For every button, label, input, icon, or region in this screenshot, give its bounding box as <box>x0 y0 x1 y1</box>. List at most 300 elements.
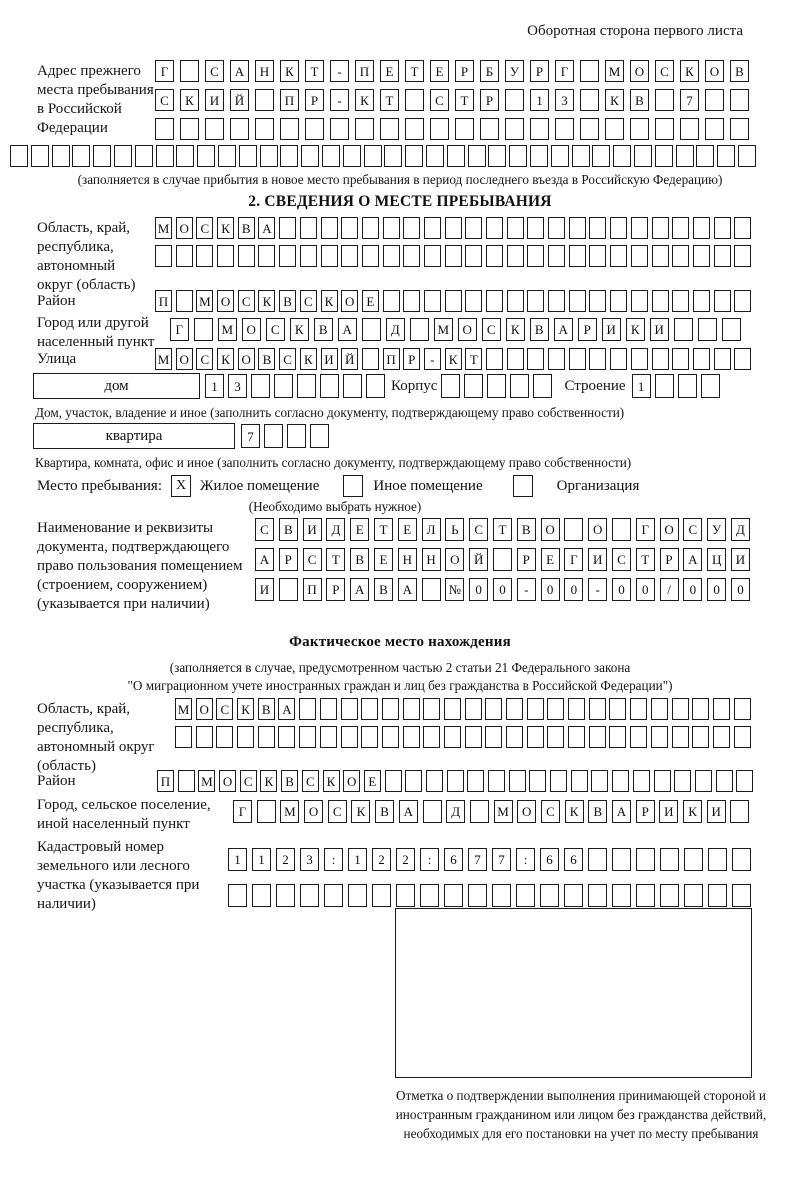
form-cell[interactable] <box>589 348 606 370</box>
form-cell[interactable]: К <box>680 60 699 82</box>
form-cell[interactable] <box>468 145 486 167</box>
form-cell[interactable]: Е <box>362 290 379 312</box>
form-cell[interactable] <box>555 118 574 140</box>
form-cell[interactable]: В <box>279 290 296 312</box>
form-cell[interactable] <box>486 245 503 267</box>
form-cell[interactable] <box>255 89 274 111</box>
form-cell[interactable] <box>280 118 299 140</box>
form-cell[interactable] <box>507 290 524 312</box>
form-cell[interactable]: Ь <box>445 518 464 541</box>
form-cell[interactable] <box>714 290 731 312</box>
form-cell[interactable] <box>580 118 599 140</box>
form-cell[interactable]: 2 <box>396 848 415 871</box>
form-cell[interactable]: Д <box>386 318 405 341</box>
form-cell[interactable] <box>237 726 254 748</box>
form-cell[interactable] <box>444 726 461 748</box>
form-cell[interactable] <box>589 290 606 312</box>
form-cell[interactable] <box>672 348 689 370</box>
form-cell[interactable] <box>341 245 358 267</box>
form-cell[interactable]: Р <box>326 578 345 601</box>
form-cell[interactable]: 6 <box>540 848 559 871</box>
form-cell[interactable] <box>424 245 441 267</box>
form-cell[interactable] <box>633 770 650 792</box>
form-cell[interactable] <box>505 118 524 140</box>
form-cell[interactable]: К <box>321 290 338 312</box>
form-cell[interactable] <box>301 145 319 167</box>
form-cell[interactable] <box>506 698 523 720</box>
form-cell[interactable] <box>548 348 565 370</box>
form-cell[interactable] <box>610 348 627 370</box>
form-cell[interactable] <box>384 145 402 167</box>
form-cell[interactable] <box>568 698 585 720</box>
form-cell[interactable] <box>730 89 749 111</box>
form-cell[interactable]: - <box>517 578 536 601</box>
form-cell[interactable]: С <box>240 770 257 792</box>
form-cell[interactable] <box>405 145 423 167</box>
form-cell[interactable]: О <box>630 60 649 82</box>
form-cell[interactable]: О <box>219 770 236 792</box>
form-cell[interactable] <box>382 726 399 748</box>
form-cell[interactable]: О <box>238 348 255 370</box>
form-cell[interactable] <box>652 217 669 239</box>
form-cell[interactable]: С <box>541 800 560 823</box>
form-cell[interactable]: Т <box>374 518 393 541</box>
form-cell[interactable] <box>361 726 378 748</box>
form-cell[interactable] <box>684 848 703 871</box>
form-cell[interactable]: Т <box>326 548 345 571</box>
form-cell[interactable] <box>468 884 487 907</box>
form-cell[interactable] <box>732 848 751 871</box>
form-cell[interactable]: - <box>424 348 441 370</box>
form-cell[interactable] <box>708 848 727 871</box>
form-cell[interactable]: Й <box>469 548 488 571</box>
form-cell[interactable] <box>693 217 710 239</box>
form-cell[interactable] <box>530 145 548 167</box>
form-cell[interactable] <box>734 348 751 370</box>
form-cell[interactable]: С <box>482 318 501 341</box>
form-cell[interactable]: В <box>630 89 649 111</box>
form-cell[interactable] <box>178 770 195 792</box>
form-cell[interactable] <box>31 145 49 167</box>
form-cell[interactable]: П <box>383 348 400 370</box>
form-cell[interactable]: К <box>280 60 299 82</box>
form-cell[interactable]: И <box>731 548 750 571</box>
form-cell[interactable] <box>652 245 669 267</box>
form-cell[interactable] <box>509 145 527 167</box>
form-cell[interactable]: А <box>612 800 631 823</box>
form-cell[interactable] <box>660 848 679 871</box>
form-cell[interactable] <box>455 118 474 140</box>
form-cell[interactable]: Л <box>422 518 441 541</box>
form-cell[interactable]: Т <box>380 89 399 111</box>
form-cell[interactable]: 3 <box>555 89 574 111</box>
form-cell[interactable] <box>693 290 710 312</box>
form-cell[interactable]: С <box>655 60 674 82</box>
form-cell[interactable] <box>713 698 730 720</box>
form-cell[interactable] <box>396 884 415 907</box>
form-cell[interactable]: А <box>230 60 249 82</box>
form-cell[interactable]: Д <box>326 518 345 541</box>
form-cell[interactable] <box>348 884 367 907</box>
form-cell[interactable]: О <box>217 290 234 312</box>
form-cell[interactable] <box>464 374 483 398</box>
form-cell[interactable] <box>610 245 627 267</box>
form-cell[interactable]: А <box>683 548 702 571</box>
form-cell[interactable]: П <box>303 578 322 601</box>
form-cell[interactable]: О <box>705 60 724 82</box>
form-cell[interactable]: Г <box>170 318 189 341</box>
form-cell[interactable] <box>516 884 535 907</box>
form-cell[interactable] <box>322 145 340 167</box>
form-cell[interactable]: А <box>399 800 418 823</box>
form-cell[interactable] <box>196 245 213 267</box>
form-cell[interactable]: У <box>505 60 524 82</box>
form-cell[interactable]: В <box>588 800 607 823</box>
form-cell[interactable] <box>716 770 733 792</box>
form-cell[interactable] <box>274 374 293 398</box>
form-cell[interactable] <box>527 348 544 370</box>
form-cell[interactable] <box>651 698 668 720</box>
form-cell[interactable] <box>258 726 275 748</box>
form-cell[interactable]: О <box>242 318 261 341</box>
form-cell[interactable] <box>609 698 626 720</box>
form-cell[interactable]: В <box>238 217 255 239</box>
form-cell[interactable]: : <box>516 848 535 871</box>
form-cell[interactable] <box>93 145 111 167</box>
form-cell[interactable]: Т <box>455 89 474 111</box>
form-cell[interactable] <box>405 89 424 111</box>
form-cell[interactable]: - <box>588 578 607 601</box>
form-cell[interactable]: М <box>196 290 213 312</box>
form-cell[interactable] <box>693 348 710 370</box>
form-cell[interactable]: Т <box>493 518 512 541</box>
form-cell[interactable]: Р <box>660 548 679 571</box>
form-cell[interactable]: К <box>180 89 199 111</box>
form-cell[interactable] <box>672 698 689 720</box>
form-cell[interactable] <box>355 118 374 140</box>
form-cell[interactable] <box>310 424 329 448</box>
form-cell[interactable] <box>217 245 234 267</box>
form-cell[interactable] <box>488 145 506 167</box>
form-cell[interactable] <box>548 245 565 267</box>
form-cell[interactable]: В <box>350 548 369 571</box>
form-cell[interactable] <box>465 290 482 312</box>
form-cell[interactable] <box>403 217 420 239</box>
form-cell[interactable] <box>444 698 461 720</box>
form-cell[interactable]: Т <box>405 60 424 82</box>
form-cell[interactable] <box>320 698 337 720</box>
form-cell[interactable] <box>636 884 655 907</box>
form-cell[interactable]: В <box>374 578 393 601</box>
form-cell[interactable]: К <box>300 348 317 370</box>
form-cell[interactable] <box>297 374 316 398</box>
form-cell[interactable]: Р <box>578 318 597 341</box>
form-cell[interactable] <box>732 884 751 907</box>
form-cell[interactable] <box>403 698 420 720</box>
form-cell[interactable] <box>251 374 270 398</box>
form-cell[interactable] <box>372 884 391 907</box>
form-cell[interactable] <box>276 884 295 907</box>
form-cell[interactable] <box>672 290 689 312</box>
form-cell[interactable] <box>630 698 647 720</box>
form-cell[interactable] <box>734 217 751 239</box>
form-cell[interactable] <box>10 145 28 167</box>
form-cell[interactable]: К <box>217 217 234 239</box>
form-cell[interactable] <box>527 698 544 720</box>
form-cell[interactable]: И <box>602 318 621 341</box>
form-cell[interactable] <box>383 217 400 239</box>
form-cell[interactable] <box>654 770 671 792</box>
form-cell[interactable] <box>651 726 668 748</box>
form-cell[interactable]: О <box>304 800 323 823</box>
form-cell[interactable] <box>114 145 132 167</box>
form-cell[interactable] <box>505 89 524 111</box>
form-cell[interactable]: К <box>445 348 462 370</box>
form-cell[interactable] <box>324 884 343 907</box>
form-cell[interactable] <box>257 800 276 823</box>
form-cell[interactable] <box>696 145 714 167</box>
form-cell[interactable]: 6 <box>444 848 463 871</box>
form-cell[interactable] <box>551 145 569 167</box>
form-cell[interactable]: 1 <box>228 848 247 871</box>
form-cell[interactable] <box>341 217 358 239</box>
form-cell[interactable]: С <box>155 89 174 111</box>
form-cell[interactable]: С <box>196 348 213 370</box>
form-cell[interactable]: П <box>157 770 174 792</box>
form-cell[interactable]: 7 <box>241 424 260 448</box>
form-cell[interactable] <box>580 89 599 111</box>
form-cell[interactable]: Й <box>230 89 249 111</box>
form-cell[interactable] <box>403 290 420 312</box>
form-cell[interactable] <box>341 698 358 720</box>
form-cell[interactable]: А <box>278 698 295 720</box>
form-cell[interactable]: 2 <box>276 848 295 871</box>
form-cell[interactable]: Р <box>455 60 474 82</box>
form-cell[interactable]: К <box>237 698 254 720</box>
form-cell[interactable]: И <box>650 318 669 341</box>
form-cell[interactable]: А <box>350 578 369 601</box>
form-cell[interactable] <box>655 118 674 140</box>
form-cell[interactable] <box>361 698 378 720</box>
form-cell[interactable] <box>176 290 193 312</box>
form-cell[interactable] <box>255 118 274 140</box>
form-cell[interactable] <box>321 217 338 239</box>
form-cell[interactable]: В <box>314 318 333 341</box>
form-cell[interactable]: Е <box>364 770 381 792</box>
form-cell[interactable] <box>465 698 482 720</box>
form-cell[interactable]: С <box>216 698 233 720</box>
form-cell[interactable] <box>630 118 649 140</box>
form-cell[interactable]: И <box>321 348 338 370</box>
form-cell[interactable]: № <box>445 578 464 601</box>
form-cell[interactable] <box>196 726 213 748</box>
form-cell[interactable]: К <box>565 800 584 823</box>
form-cell[interactable]: В <box>258 348 275 370</box>
form-cell[interactable] <box>730 118 749 140</box>
form-cell[interactable] <box>230 118 249 140</box>
form-cell[interactable]: : <box>420 848 439 871</box>
form-cell[interactable]: С <box>303 548 322 571</box>
form-cell[interactable]: Д <box>731 518 750 541</box>
form-cell[interactable] <box>445 245 462 267</box>
form-cell[interactable]: А <box>255 548 274 571</box>
form-cell[interactable] <box>738 145 756 167</box>
form-cell[interactable] <box>612 884 631 907</box>
form-cell[interactable] <box>701 374 720 398</box>
form-cell[interactable] <box>426 145 444 167</box>
form-cell[interactable]: Д <box>446 800 465 823</box>
form-cell[interactable] <box>155 118 174 140</box>
form-cell[interactable] <box>485 726 502 748</box>
form-cell[interactable] <box>410 318 429 341</box>
form-cell[interactable] <box>736 770 753 792</box>
form-cell[interactable]: И <box>303 518 322 541</box>
form-cell[interactable]: Е <box>380 60 399 82</box>
form-cell[interactable]: К <box>605 89 624 111</box>
form-cell[interactable]: Й <box>341 348 358 370</box>
form-cell[interactable]: П <box>280 89 299 111</box>
form-cell[interactable] <box>447 145 465 167</box>
form-cell[interactable]: И <box>255 578 274 601</box>
form-cell[interactable] <box>507 245 524 267</box>
form-cell[interactable] <box>693 245 710 267</box>
form-cell[interactable]: Е <box>398 518 417 541</box>
form-cell[interactable]: С <box>328 800 347 823</box>
form-cell[interactable] <box>660 884 679 907</box>
form-cell[interactable]: О <box>660 518 679 541</box>
form-cell[interactable] <box>299 698 316 720</box>
form-cell[interactable]: К <box>290 318 309 341</box>
form-cell[interactable]: 3 <box>228 374 247 398</box>
form-cell[interactable] <box>424 290 441 312</box>
form-cell[interactable]: К <box>355 89 374 111</box>
form-cell[interactable]: И <box>707 800 726 823</box>
form-cell[interactable] <box>507 348 524 370</box>
form-cell[interactable] <box>734 698 751 720</box>
form-cell[interactable] <box>362 217 379 239</box>
form-cell[interactable] <box>343 374 362 398</box>
form-cell[interactable] <box>205 118 224 140</box>
form-cell[interactable]: А <box>258 217 275 239</box>
form-cell[interactable]: В <box>258 698 275 720</box>
form-cell[interactable] <box>492 884 511 907</box>
form-cell[interactable] <box>705 89 724 111</box>
form-cell[interactable] <box>655 145 673 167</box>
form-cell[interactable] <box>564 518 583 541</box>
dom-box[interactable]: дом <box>33 373 200 399</box>
form-cell[interactable] <box>529 770 546 792</box>
form-cell[interactable] <box>652 348 669 370</box>
form-cell[interactable] <box>705 118 724 140</box>
form-cell[interactable] <box>364 145 382 167</box>
form-cell[interactable] <box>486 348 503 370</box>
form-cell[interactable] <box>465 726 482 748</box>
form-cell[interactable] <box>52 145 70 167</box>
form-cell[interactable] <box>672 217 689 239</box>
form-cell[interactable] <box>678 374 697 398</box>
form-cell[interactable] <box>380 118 399 140</box>
form-cell[interactable] <box>218 145 236 167</box>
form-cell[interactable] <box>239 145 257 167</box>
form-cell[interactable]: О <box>343 770 360 792</box>
form-cell[interactable] <box>734 290 751 312</box>
form-cell[interactable] <box>180 118 199 140</box>
form-cell[interactable] <box>652 290 669 312</box>
form-cell[interactable] <box>717 145 735 167</box>
form-cell[interactable]: С <box>205 60 224 82</box>
form-cell[interactable] <box>592 145 610 167</box>
form-cell[interactable]: С <box>683 518 702 541</box>
form-cell[interactable]: О <box>176 348 193 370</box>
form-cell[interactable]: 7 <box>492 848 511 871</box>
form-cell[interactable] <box>510 374 529 398</box>
form-cell[interactable]: С <box>266 318 285 341</box>
form-cell[interactable]: М <box>280 800 299 823</box>
form-cell[interactable] <box>366 374 385 398</box>
form-cell[interactable]: М <box>198 770 215 792</box>
form-cell[interactable] <box>589 245 606 267</box>
form-cell[interactable]: Е <box>350 518 369 541</box>
form-cell[interactable] <box>300 884 319 907</box>
form-cell[interactable]: К <box>260 770 277 792</box>
form-cell[interactable] <box>580 60 599 82</box>
form-cell[interactable]: Р <box>480 89 499 111</box>
form-cell[interactable] <box>252 884 271 907</box>
form-cell[interactable] <box>631 290 648 312</box>
form-cell[interactable]: С <box>430 89 449 111</box>
form-cell[interactable] <box>509 770 526 792</box>
form-cell[interactable]: С <box>612 548 631 571</box>
form-cell[interactable] <box>692 698 709 720</box>
form-cell[interactable]: - <box>330 89 349 111</box>
form-cell[interactable] <box>422 578 441 601</box>
form-cell[interactable] <box>445 290 462 312</box>
form-cell[interactable]: 1 <box>205 374 224 398</box>
kvartira-box[interactable]: квартира <box>33 423 235 449</box>
form-cell[interactable]: 0 <box>731 578 750 601</box>
form-cell[interactable] <box>320 374 339 398</box>
form-cell[interactable]: 0 <box>636 578 655 601</box>
form-cell[interactable] <box>571 770 588 792</box>
form-cell[interactable] <box>180 60 199 82</box>
form-cell[interactable] <box>194 318 213 341</box>
form-cell[interactable]: 0 <box>541 578 560 601</box>
form-cell[interactable] <box>674 318 693 341</box>
form-cell[interactable]: Н <box>422 548 441 571</box>
form-cell[interactable] <box>423 800 442 823</box>
form-cell[interactable]: 1 <box>530 89 549 111</box>
form-cell[interactable]: В <box>281 770 298 792</box>
form-cell[interactable] <box>487 374 506 398</box>
form-cell[interactable] <box>589 698 606 720</box>
form-cell[interactable] <box>280 145 298 167</box>
form-cell[interactable]: М <box>434 318 453 341</box>
form-cell[interactable] <box>588 848 607 871</box>
form-cell[interactable] <box>713 726 730 748</box>
form-cell[interactable]: Е <box>374 548 393 571</box>
form-cell[interactable]: С <box>196 217 213 239</box>
form-cell[interactable]: И <box>205 89 224 111</box>
form-cell[interactable]: 0 <box>469 578 488 601</box>
form-cell[interactable] <box>589 217 606 239</box>
form-cell[interactable] <box>634 145 652 167</box>
form-cell[interactable] <box>382 698 399 720</box>
form-cell[interactable] <box>405 770 422 792</box>
form-cell[interactable]: О <box>458 318 477 341</box>
form-cell[interactable] <box>631 217 648 239</box>
form-cell[interactable] <box>424 217 441 239</box>
form-cell[interactable]: К <box>683 800 702 823</box>
